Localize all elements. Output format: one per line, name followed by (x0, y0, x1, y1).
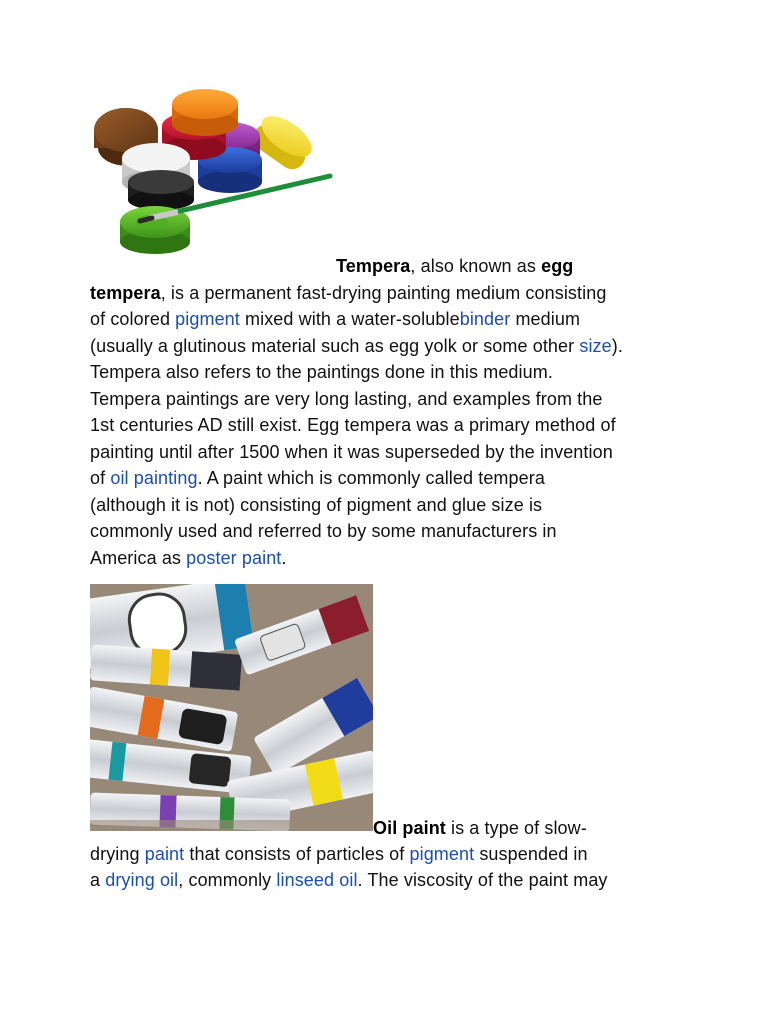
text-run: is a type of slow- (445, 818, 587, 838)
tempera-line-7 (90, 412, 616, 438)
text-run: of (90, 468, 111, 488)
text-run: . A paint which is commonly called tempera (197, 468, 545, 488)
tempera-line-5 (90, 359, 553, 385)
text-run: mixed with a water-soluble (239, 309, 460, 329)
text-link[interactable]: pigment (409, 844, 475, 864)
tempera-line-4 (90, 333, 623, 359)
text-run: drying (90, 844, 145, 864)
text-run: a (90, 870, 106, 890)
text-run: painting until after 1500 when it was superseded by the invention (90, 442, 613, 462)
text-link[interactable]: linseed oil (276, 870, 358, 890)
tempera-line-12 (90, 545, 287, 571)
text-run: , is a permanent fast-drying painting medium consisting (160, 283, 607, 303)
text-run: Tempera paintings are very long lasting, and examples from the (90, 389, 603, 409)
text-run: . (281, 548, 287, 568)
text-run: 1st centuries AD still exist. Egg tempera was a primary method of (90, 415, 616, 435)
text-run: commonly used and referred to by some manufacturers in (90, 521, 557, 541)
text-link[interactable]: poster paint (186, 548, 282, 568)
tempera-line-11 (90, 518, 557, 544)
text-run: . The viscosity of the paint may (357, 870, 608, 890)
text-run: (usually a glutinous material such as egg yolk or some other (90, 336, 580, 356)
tempera-line-3 (90, 306, 580, 332)
tempera-line-10 (90, 492, 542, 518)
bold-term: tempera (90, 283, 161, 303)
text-run: suspended in (474, 844, 588, 864)
text-link[interactable]: paint (144, 844, 185, 864)
text-link[interactable]: pigment (175, 309, 240, 329)
bold-term: Tempera (336, 256, 411, 276)
oil-line-1 (373, 815, 587, 841)
tempera-line-9 (90, 465, 545, 491)
text-run: America as (90, 548, 187, 568)
text-link[interactable]: binder (459, 309, 511, 329)
text-run: that consists of particles of (184, 844, 410, 864)
oil-line-3 (90, 867, 608, 893)
tempera-line-1 (336, 253, 573, 279)
text-run: medium (510, 309, 581, 329)
bold-term: Oil paint (373, 818, 446, 838)
tempera-paints-image (90, 86, 335, 264)
text-link[interactable]: oil painting (110, 468, 198, 488)
bold-term: egg (541, 256, 574, 276)
text-link[interactable]: size (579, 336, 612, 356)
text-run: (although it is not) consisting of pigment and glue size is (90, 495, 543, 515)
text-run: Tempera also refers to the paintings done in this medium. (90, 362, 553, 382)
tempera-line-6 (90, 386, 602, 412)
oil-paint-tubes-image (90, 584, 373, 831)
tempera-line-2 (90, 280, 606, 306)
text-link[interactable]: drying oil (105, 870, 179, 890)
text-run: of colored (90, 309, 176, 329)
text-run: , also known as (410, 256, 542, 276)
oil-line-2 (90, 841, 588, 867)
tempera-line-8 (90, 439, 613, 465)
text-run: ). (611, 336, 623, 356)
text-run: , commonly (178, 870, 277, 890)
